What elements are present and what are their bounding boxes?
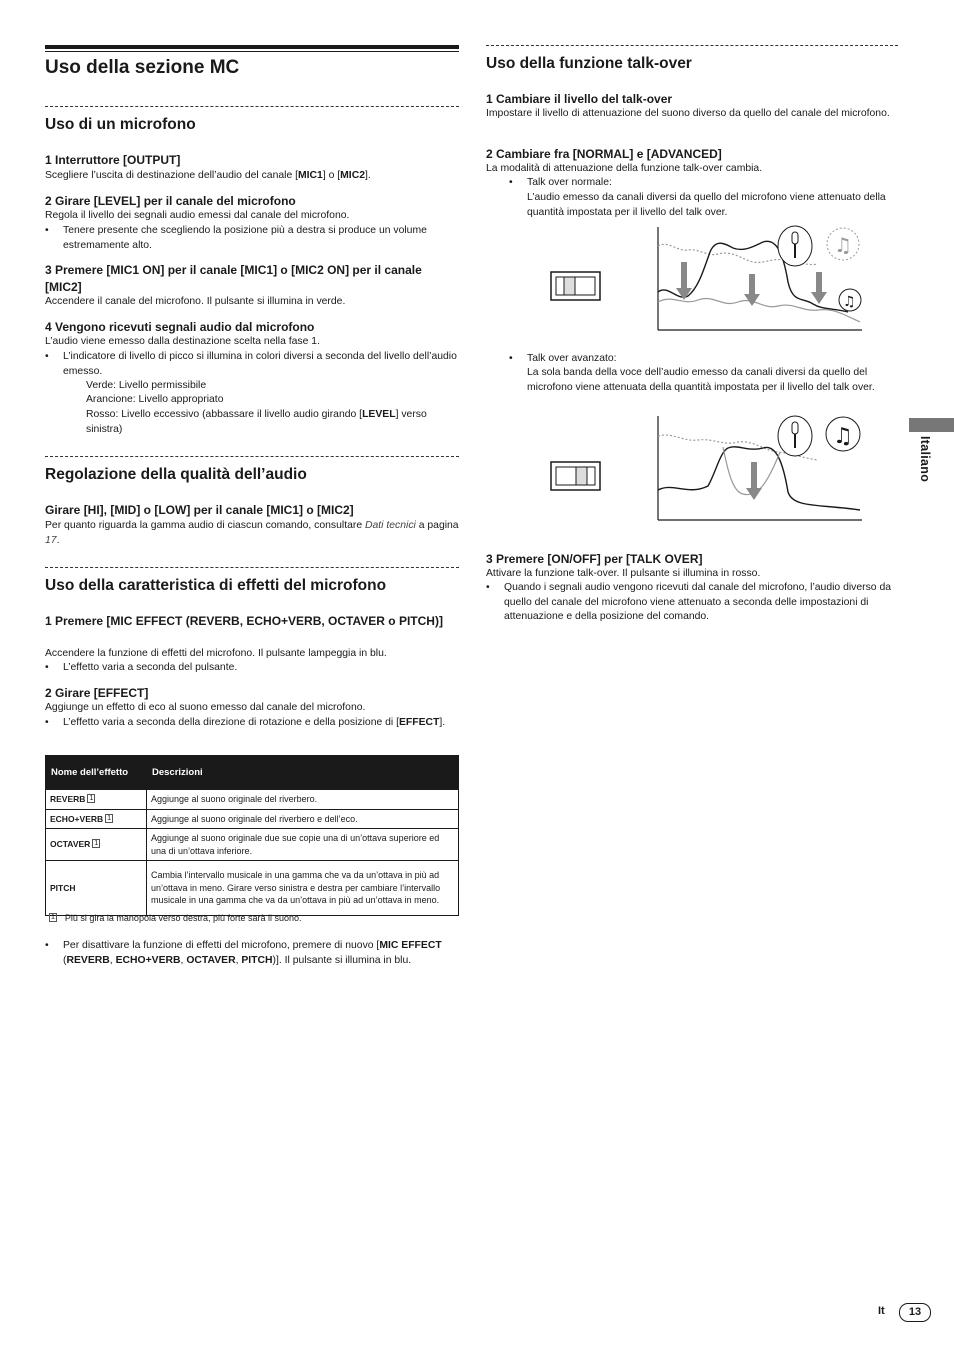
step-title: 1 Premere [MIC EFFECT (REVERB, ECHO+VERB, OCTAVER o PITCH)] <box>45 614 443 628</box>
normal-text: L’audio emesso da canali diversi da quello del microfono viene attenuato della quantità impostata per il livello del talk over. <box>527 192 886 218</box>
switch-icon <box>551 462 600 490</box>
section-divider <box>486 45 898 46</box>
step-text: Regola il livello dei segnali audio emessi dal canale del microfono. <box>45 210 350 221</box>
section-divider <box>45 106 459 107</box>
section-heading-microfono: Uso di un microfono <box>45 116 196 133</box>
svg-text:♫: ♫ <box>843 294 856 310</box>
table-row: OCTAVER $^1$ Aggiunge al suono originale due sue copie una di un’ottava superiore ed una di un’ottava inferiore. <box>46 829 459 861</box>
bullet-normal-label: • Talk over normale: <box>509 176 916 191</box>
step-text: Scegliere l’uscita di destinazione dell’audio del canale [MIC1] o [MIC2]. <box>45 170 371 181</box>
step-text: Accendere la funzione di effetti del microfono. Il pulsante lampeggia in blu. <box>45 648 387 659</box>
step-title: 3 Premere [MIC1 ON] per il canale [MIC1] o [MIC2 ON] per il canale [MIC2] <box>45 263 422 294</box>
step-title: 2 Girare [LEVEL] per il canale del microfono <box>45 194 296 208</box>
step-title: 2 Girare [EFFECT] <box>45 686 149 700</box>
music-note-icon <box>827 228 859 260</box>
step-title: Girare [HI], [MID] o [LOW] per il canale [MIC1] o [MIC2] <box>45 503 354 517</box>
step-title: 1 Cambiare il livello del talk-over <box>486 92 673 106</box>
table-header-desc: Descrizioni <box>147 756 459 790</box>
adv-text: La sola banda della voce dell’audio emesso da canali diversi da quello del microfono viene attenuata della quantità impostata per il livello del talk over. <box>527 367 875 393</box>
section-heading-talkover: Uso della funzione talk-over <box>486 55 692 72</box>
step-text: Impostare il livello di attenuazione del suono diverso da quello del canale del microfono. <box>486 108 890 119</box>
page-link[interactable]: 17 <box>45 534 57 546</box>
bullet-item: • L’effetto varia a seconda della direzione di rotazione e della posizione di [EFFECT]. <box>45 716 459 731</box>
section-heading-effetti: Uso della caratteristica di effetti del microfono <box>45 577 387 594</box>
bullet-item: • Per disattivare la funzione di effetti del microfono, premere di nuovo [MIC EFFECT (REVERB, ECHO+VERB, OCTAVER, PITCH)]. Il pulsante si illumina in blu. <box>45 939 459 968</box>
effects-table <box>45 755 459 916</box>
talkover-normal-diagram <box>548 222 868 332</box>
svg-text:♫: ♫ <box>834 233 852 257</box>
talkover-advanced-diagram <box>548 412 868 524</box>
music-note-icon <box>826 417 860 451</box>
svg-text:♫: ♫ <box>833 424 853 449</box>
step-text: Per quanto riguarda la gamma audio di ciascun comando, consultare Dati tecnici a pagina 17. <box>45 520 459 546</box>
footer-lang: It <box>878 1305 885 1317</box>
bullet-item: • Quando i segnali audio vengono ricevuti dal canale del microfono, l’audio diverso da quello del canale del microfono viene attenuato a seconda delle impostazioni di attenuazione e della posizione del comando. <box>486 581 898 625</box>
step-title: 3 Premere [ON/OFF] per [TALK OVER] <box>486 552 703 566</box>
page-title: Uso della sezione MC <box>45 57 240 78</box>
section-divider <box>45 456 459 457</box>
music-note-icon <box>839 289 861 311</box>
level-red: Rosso: Livello eccessivo (abbassare il livello audio girando [LEVEL] verso sinistra) <box>86 409 427 435</box>
step-title: 4 Vengono ricevuti segnali audio dal microfono <box>45 320 315 334</box>
step-text: Aggiunge un effetto di eco al suono emesso dal canale del microfono. <box>45 702 366 713</box>
link-dati-tecnici[interactable]: Dati tecnici <box>365 520 416 531</box>
side-tab-language: Italiano <box>918 436 932 483</box>
step-title: 1 Interruttore [OUTPUT] <box>45 153 181 167</box>
bullet-item: • L’effetto varia a seconda del pulsante. <box>45 661 459 676</box>
table-row: PITCH Cambia l’intervallo musicale in una gamma che va da un’ottava in più ad un’ottava in meno. Girare verso sinistra e destra per cambiare l’intervallo musicale in una gamma che va da un’ottava in più ad un’ottava in meno. <box>46 861 459 916</box>
bullet-adv-label: • Talk over avanzato: <box>509 352 916 367</box>
bullet-item: • L’indicatore di livello di picco si illumina in colori diversi a seconda del livello dell’audio emesso. <box>45 350 459 379</box>
step-text: La modalità di attenuazione della funzione talk-over cambia. <box>486 163 763 174</box>
table-footnote: $^1$ Più si gira la manopola verso destra, più forte sarà il suono. <box>51 913 302 923</box>
table-header-name: Nome dell’effetto <box>46 756 147 790</box>
title-rule-thin <box>45 51 459 52</box>
switch-icon <box>551 272 600 300</box>
level-green: Verde: Livello permissibile <box>86 380 207 391</box>
table-row: ECHO+VERB $^1$ Aggiunge al suono originale del riverbero e dell’eco. <box>46 809 459 829</box>
step-title: 2 Cambiare fra [NORMAL] e [ADVANCED] <box>486 147 722 161</box>
bullet-item: • Tenere presente che scegliendo la posizione più a destra si produce un volume estremamente alto. <box>45 224 459 253</box>
table-row: REVERB $^1$ Aggiunge al suono originale del riverbero. <box>46 790 459 810</box>
section-heading-qualita: Regolazione della qualità dell’audio <box>45 466 307 483</box>
microphone-icon <box>778 226 812 266</box>
microphone-icon <box>778 416 812 456</box>
side-tab-bar <box>909 418 954 432</box>
step-text: Accendere il canale del microfono. Il pulsante si illumina in verde. <box>45 296 346 307</box>
step-text: L’audio viene emesso dalla destinazione scelta nella fase 1. <box>45 336 320 347</box>
step-text: Attivare la funzione talk-over. Il pulsante si illumina in rosso. <box>486 568 761 579</box>
title-rule <box>45 45 459 49</box>
section-divider <box>45 567 459 568</box>
page-number: 13 <box>899 1303 931 1322</box>
level-orange: Arancione: Livello appropriato <box>86 394 224 405</box>
